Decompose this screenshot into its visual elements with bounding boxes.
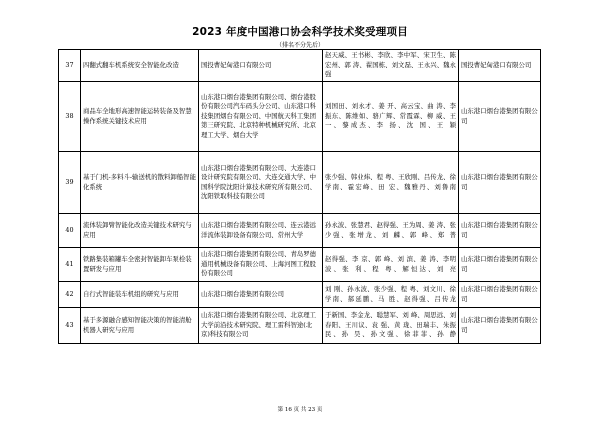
table-row xyxy=(59,50,541,82)
table-row xyxy=(59,214,541,248)
applicant-unit: 国投曹妃甸港口有限公司 xyxy=(459,50,541,82)
completing-units: 山东港口烟台港集团有限公司 xyxy=(199,282,323,308)
completing-units: 山东港口烟台港集团有限公司、北京理工大学前沿技术研究院、理工雷科智途(北京)科技有限公司 xyxy=(199,308,323,344)
applicant-unit: 山东港口烟台港集团有限公司 xyxy=(459,214,541,248)
table-row xyxy=(59,308,541,344)
project-name: 四翻式翻车机系统安全智能化改造 xyxy=(81,50,199,82)
project-name: 铁路集装箱罐车全密封智能卸车泵栓装置研发与应用 xyxy=(81,248,199,282)
applicant-unit: 山东港口烟台港集团有限公司 xyxy=(459,248,541,282)
row-number: 42 xyxy=(59,282,81,308)
completing-people: 刘 刚、孙永波、张少强、程 粤、刘文川、徐学南、郝延鹏、马 胜、赵得强、吕传龙 xyxy=(323,282,459,308)
completing-units: 山东港口烟台港集团有限公司、大连港口设计研究院有限公司、大连交通大学、中国科学院沈阳计算技术研究所有限公司、沈阳铁取科技有限公司 xyxy=(199,152,323,214)
applicant-unit: 山东港口烟台港集团有限公司 xyxy=(459,152,541,214)
completing-units: 山东港口烟台港集团有限公司、青岛罗德通用机械设备有限公司、上海河图工程股份有限公司 xyxy=(199,248,323,282)
completing-people: 张少强、韩业炜、程 粤、王欣刚、吕传龙、徐学南、霍宏峰、田 宏、魏雅丹、刘鲁南 xyxy=(323,152,459,214)
project-name: 自行式智能装车机组的研究与应用 xyxy=(81,282,199,308)
row-number: 38 xyxy=(59,82,81,152)
applicant-unit: 山东港口烟台港集团有限公司 xyxy=(459,308,541,344)
applicant-unit: 山东港口烟台港集团有限公司 xyxy=(459,82,541,152)
completing-people: 于新国、李金龙、聪慧军、刘 峰、周思远、刘春阳、王川议、袁 强、黄 珑、田瑞丰、朱振民、孙 昊、孙文强、徐菲菲、孙 静 xyxy=(323,308,459,344)
completing-people: 赵天威、王书彬、李欣、李中军、宋卫生、陈宏州、郭 涛、翟国栋、刘文磊、王永兴、魏永强 xyxy=(323,50,459,82)
project-name: 基于多源融合感知智能决策的智能清舱机器人研究与应用 xyxy=(81,308,199,344)
project-name: 商品车全地形高速智能运转装备及智慧操作系统关键技术应用 xyxy=(81,82,199,152)
table-row xyxy=(59,282,541,308)
project-name: 流体装卸臂智能化改造关键技术研究与应用 xyxy=(81,214,199,248)
completing-units: 山东港口烟台港集团有限公司、连云港远洋流体装卸设备有限公司、常州大学 xyxy=(199,214,323,248)
table-row xyxy=(59,152,541,214)
row-number: 37 xyxy=(59,50,81,82)
award-table xyxy=(58,49,541,344)
document-subtitle: （排名不分先后） xyxy=(275,42,324,49)
completing-people: 赵得强、李 京、郭 峰、刘 滨、姜 涛、李明波、张 利、程 粤、解恒达、刘 亮 xyxy=(323,248,459,282)
row-number: 41 xyxy=(59,248,81,282)
row-number: 39 xyxy=(59,152,81,214)
document-title: 2023 年度中国港口协会科学技术奖受理项目 xyxy=(192,26,408,38)
completing-units: 国投曹妃甸港口有限公司 xyxy=(199,50,323,82)
table-row xyxy=(59,248,541,282)
completing-people: 孙永波、张慧君、赵得强、王为周、姜 涛、张少强、张增龙、刘 麟、郭 峰、郑 普 xyxy=(323,214,459,248)
page-footer: 第 16 页 共 23 页 xyxy=(277,407,323,413)
row-number: 43 xyxy=(59,308,81,344)
table-row xyxy=(59,82,541,152)
completing-people: 刘国田、刘永才、姜 开、高云宝、曲 涛、李振东、陈维如、骆广辉、常霞霖、柳 威、王 一、黎成杰、李 扬、沈 国、王 颖 xyxy=(323,82,459,152)
row-number: 40 xyxy=(59,214,81,248)
project-name: 基于门机-多料斗-输送机的散料卸船智能化系统 xyxy=(81,152,199,214)
applicant-unit: 山东港口烟台港集团有限公司 xyxy=(459,282,541,308)
completing-units: 山东港口烟台港集团有限公司、烟台港股份有限公司汽车码头分公司、山东港口科技集团烟台有限公司、中国航天科工集团第三研究院、北京特种机械研究所、北京理工大学、烟台大学 xyxy=(199,82,323,152)
